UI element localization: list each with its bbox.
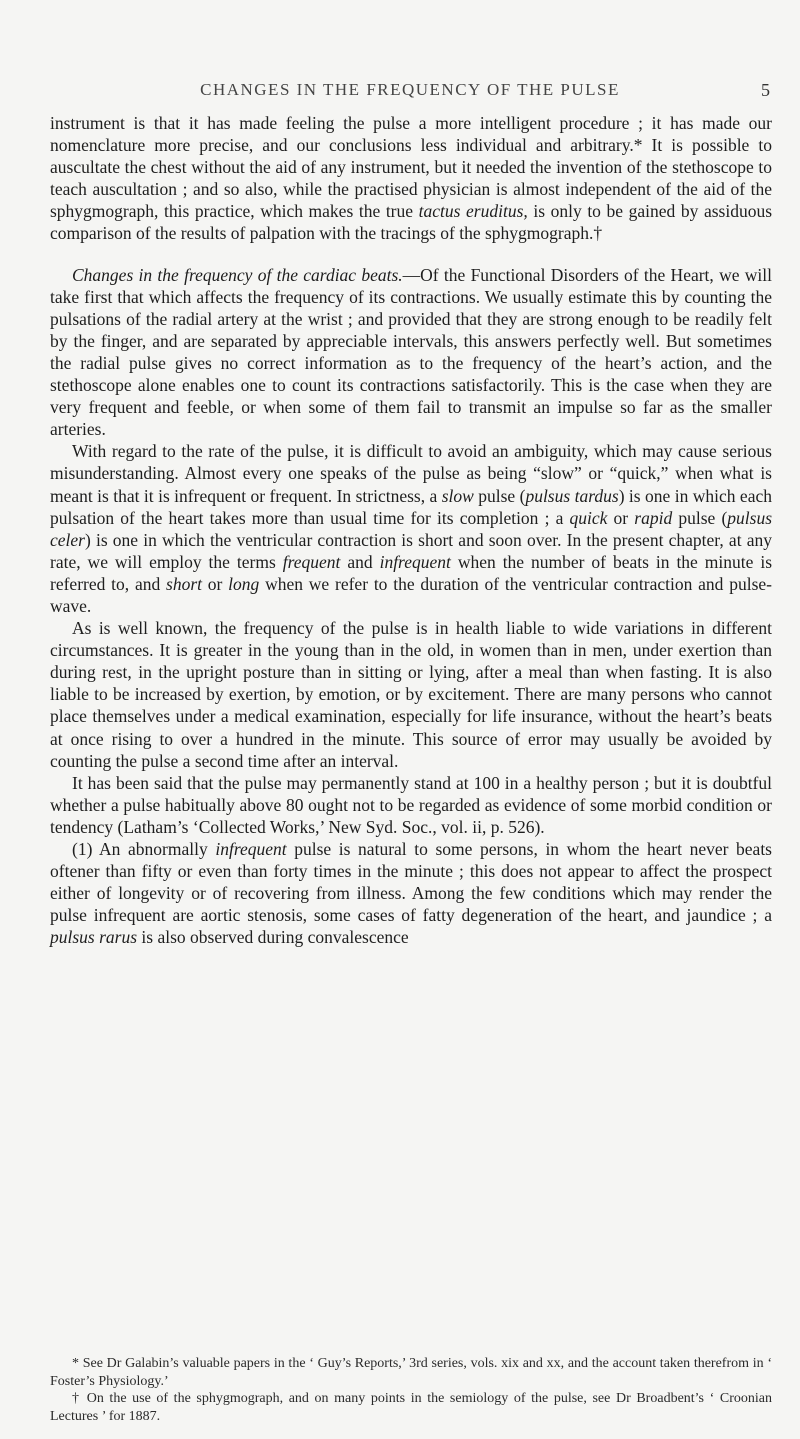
- page-number: 5: [761, 80, 770, 100]
- italic-term: infrequent: [379, 551, 451, 572]
- paragraph-text: (1) An abnormally: [72, 839, 216, 859]
- italic-term: infrequent: [215, 839, 287, 859]
- running-head: [50, 80, 770, 104]
- paragraph-health-variations: As is well known, the frequency of the pulse is in health liable to wide variations in different circumstances. It is greater in the young than in the old, in women than in men, under exertion than during rest, in the upright posture than in sitting or lying, after a meal than when fasting. It is also liable to be increased by exertion, by emotion, or by excitement. There are many persons who cannot place themselves under a medical examination, especially for life insurance, without the heart’s beats at once rising to over a hundred in the minute. This source of error may usually be avoided by counting the pulse a second time after an interval.: [50, 618, 772, 771]
- running-title: CHANGES IN THE FREQUENCY OF THE PULSE: [200, 80, 620, 99]
- italic-term: pulsus rarus: [50, 927, 138, 948]
- paragraph-cardiac-beats: [50, 264, 772, 441]
- paragraph-text: pulse (: [473, 485, 526, 506]
- paragraph-stethoscope: [50, 112, 772, 245]
- paragraph-text: pulse is natural to some persons, in whom the heart never beats oftener than fifty or even than forty times in the minute ; this does not appear to affect the prospect either of longevity or of recovering from illness. Among the few conditions which may render the pulse infrequent are aortic stenosis, some cases of fatty degeneration of the heart, and jaundice ; a: [50, 839, 772, 926]
- paragraph-text: With regard to the rate of the pulse, it is difficult to avoid an ambiguity, which may cause serious misunderstanding. Almost every one speaks of the pulse as being “slow” or “quick,” when what is meant is that it is infrequent or frequent. In strictness, a: [50, 441, 772, 506]
- paragraph-text: ) is one in which the ventricular contraction is short and soon over. In the present chapter, at any rate, we will employ the terms: [50, 529, 772, 572]
- italic-term: rapid: [634, 507, 673, 528]
- italic-term: long: [228, 573, 260, 594]
- paragraph-text: is also observed during convalescence: [137, 927, 409, 948]
- paragraph-text: when we refer to the duration of the ventricular contraction and pulse-wave.: [50, 573, 772, 616]
- paragraph-text: —Of the Functional Disorders of the Heart, we will take first that which affects the frequency of its contractions. We usually estimate this by counting the pulsations of the radial artery at the wrist ; and provided that they are strong enough to be readily felt by the finger, and are separated by appreciable intervals, this answers perfectly well. But sometimes the radial pulse gives no correct information as to the frequency of the heart’s action, and the stethoscope alone enables one to count its contractions satisfactorily. This is the case when they are very frequent and feeble, or when some of them fail to transmit an impulse so far as the smaller arteries.: [50, 264, 772, 440]
- italic-term: frequent: [282, 551, 341, 572]
- italic-term: pulsus tardus: [525, 485, 619, 506]
- italic-term: pulsus celer: [50, 507, 773, 550]
- body-text: [50, 112, 772, 948]
- paragraph-rate-of-pulse: [50, 440, 772, 617]
- italic-term: tactus eruditus,: [418, 201, 528, 222]
- footnote-broadbent: † On the use of the sphygmograph, and on many points in the semiology of the pulse, see Dr Broadbent’s ‘ Croonian Lectures ’ for 1887.: [50, 1391, 772, 1424]
- italic-term: short: [166, 573, 202, 594]
- paragraph-permanent-rate: It has been said that the pulse may permanently stand at 100 in a healthy person ; but it is doubtful whether a pulse habitually above 80 ought not to be regarded as evidence of some morbid condition or tendency (Latham’s ‘Collected Works,’ New Syd. Soc., vol. ii, p. 526).: [50, 772, 772, 837]
- paragraph-text: and: [340, 551, 380, 572]
- paragraph-text: or: [202, 573, 229, 594]
- paragraph-text: or: [607, 507, 635, 528]
- paragraph-text: is only to be gained by assiduous comparison of the results of palpation with the tracings of the sphygmograph.†: [50, 201, 773, 244]
- paragraph-infrequent-pulse: [50, 838, 772, 948]
- footnotes: [50, 1355, 772, 1425]
- italic-term: slow: [441, 485, 474, 506]
- paragraph-text: ) is one in which each pulsation of the heart takes more than usual time for its completion ; a: [50, 485, 772, 528]
- paragraph-text: when the number of beats in the minute is referred to, and: [50, 551, 773, 594]
- italic-term: quick: [569, 507, 608, 528]
- paragraph-text: pulse (: [672, 507, 728, 528]
- paragraph-text: instrument is that it has made feeling the pulse a more intelligent procedure ; it has made our nomenclature more precise, and our conclusions less individual and arbitrary.* It is possible to auscultate the chest without the aid of any instrument, but it needed the invention of the stethoscope to teach auscultation ; and so also, while the practised physician is almost independent of the aid of the sphygmograph, this practice, which makes the true: [50, 113, 772, 222]
- footnote-galabin: * See Dr Galabin’s valuable papers in the ‘ Guy’s Reports,’ 3rd series, vols. xix and xx, and the account taken therefrom in ‘ Foster’s Physiology.’: [50, 1356, 772, 1389]
- section-heading: Changes in the frequency of the cardiac beats.: [72, 264, 403, 285]
